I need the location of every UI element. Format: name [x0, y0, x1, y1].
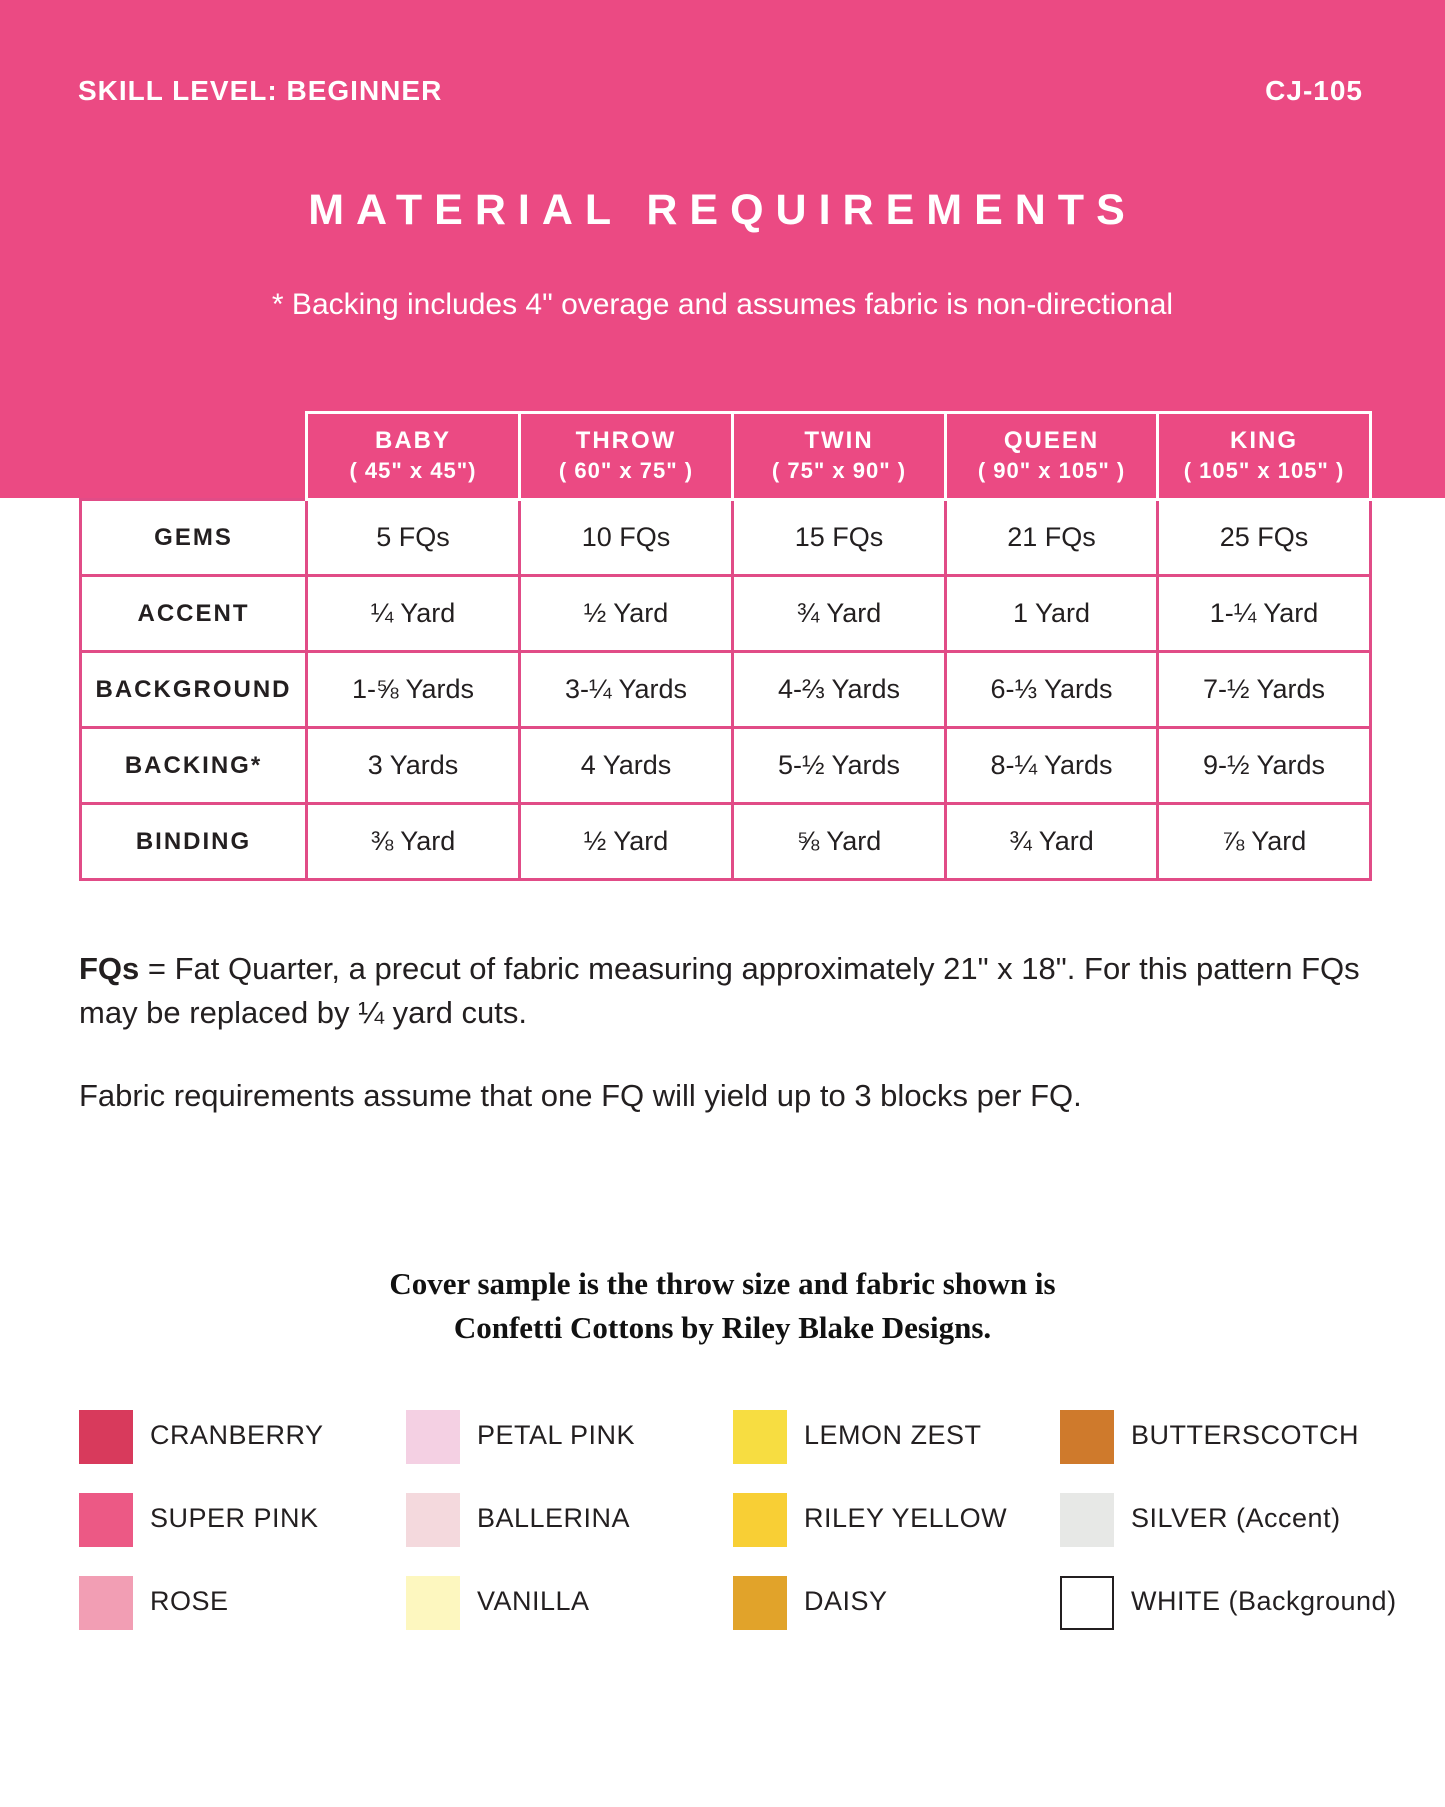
- color-swatch: [406, 1410, 460, 1464]
- table-cell: 3 Yards: [307, 728, 520, 804]
- table-cell: 4-⅔ Yards: [733, 652, 946, 728]
- table-cell: ½ Yard: [520, 804, 733, 880]
- table-cell: ½ Yard: [520, 576, 733, 652]
- color-swatch: [1060, 1410, 1114, 1464]
- table-cell: 15 FQs: [733, 500, 946, 576]
- size-column-header: TWIN ( 75" x 90" ): [733, 413, 946, 500]
- table-cell: 1-¼ Yard: [1158, 576, 1371, 652]
- color-name: LEMON ZEST: [804, 1420, 982, 1450]
- color-name: WHITE (Background): [1131, 1586, 1397, 1616]
- table-cell: ¾ Yard: [946, 804, 1158, 880]
- color-name: RILEY YELLOW: [804, 1503, 1008, 1533]
- table-cell: 1-⅝ Yards: [307, 652, 520, 728]
- table-row: [81, 576, 1371, 652]
- pattern-code: CJ-105: [1265, 75, 1363, 106]
- size-column-header: BABY ( 45" x 45"): [307, 413, 520, 500]
- table-cell: 6-⅓ Yards: [946, 652, 1158, 728]
- table-cell: ¼ Yard: [307, 576, 520, 652]
- color-swatch: [79, 1493, 133, 1547]
- table-row: [81, 500, 1371, 576]
- color-name: DAISY: [804, 1586, 888, 1616]
- color-swatch: [1060, 1576, 1114, 1630]
- color-name: BALLERINA: [477, 1503, 631, 1533]
- fq-definition: = Fat Quarter, a precut of fabric measuring approximately 21" x 18". For this pattern FQs may be replaced by ¼ yard cuts.: [79, 951, 1360, 1030]
- color-swatch: [1060, 1493, 1114, 1547]
- color-swatch: [406, 1493, 460, 1547]
- size-column-header: QUEEN ( 90" x 105" ): [946, 413, 1158, 500]
- color-name: SILVER (Accent): [1131, 1503, 1341, 1533]
- color-swatch: [733, 1576, 787, 1630]
- page-title: MATERIAL REQUIREMENTS: [308, 186, 1137, 234]
- row-label: BINDING: [81, 804, 307, 880]
- backing-note: * Backing includes 4" overage and assumes fabric is non-directional: [271, 288, 1174, 321]
- table-cell: 3-¼ Yards: [520, 652, 733, 728]
- color-name: ROSE: [150, 1586, 229, 1616]
- color-swatch: [79, 1576, 133, 1630]
- table-cell: ⅞ Yard: [1158, 804, 1371, 880]
- table-row: [81, 652, 1371, 728]
- table-cell: 21 FQs: [946, 500, 1158, 576]
- cover-line-1: Cover sample is the throw size and fabric shown is: [389, 1266, 1056, 1301]
- table-corner: [81, 413, 307, 500]
- table-cell: 4 Yards: [520, 728, 733, 804]
- size-column-header: THROW ( 60" x 75" ): [520, 413, 733, 500]
- table-cell: 5-½ Yards: [733, 728, 946, 804]
- table-cell: 7-½ Yards: [1158, 652, 1371, 728]
- requirements-table: [79, 411, 1372, 881]
- color-swatch: [79, 1410, 133, 1464]
- color-swatch: [733, 1410, 787, 1464]
- color-name: SUPER PINK: [150, 1503, 319, 1533]
- size-column-header: KING ( 105" x 105" ): [1158, 413, 1371, 500]
- fq-term: FQs: [79, 951, 140, 986]
- table-cell: ¾ Yard: [733, 576, 946, 652]
- row-label: GEMS: [81, 500, 307, 576]
- color-name: CRANBERRY: [150, 1420, 324, 1450]
- cover-sample-note: [0, 1262, 1445, 1350]
- row-label: BACKGROUND: [81, 652, 307, 728]
- size-header-row: [81, 413, 1371, 500]
- color-name: BUTTERSCOTCH: [1131, 1420, 1359, 1450]
- color-swatch: [406, 1576, 460, 1630]
- skill-level: SKILL LEVEL: BEGINNER: [78, 75, 443, 106]
- row-label: ACCENT: [81, 576, 307, 652]
- table-cell: 5 FQs: [307, 500, 520, 576]
- table-cell: ⅝ Yard: [733, 804, 946, 880]
- table-row: [81, 804, 1371, 880]
- color-swatch: [733, 1493, 787, 1547]
- yield-note: Fabric requirements assume that one FQ will yield up to 3 blocks per FQ.: [79, 1078, 1082, 1113]
- table-cell: 8-¼ Yards: [946, 728, 1158, 804]
- table-cell: 10 FQs: [520, 500, 733, 576]
- fq-definition-note: [79, 947, 1369, 1035]
- table-cell: 1 Yard: [946, 576, 1158, 652]
- color-name: PETAL PINK: [477, 1420, 636, 1450]
- table-cell: 25 FQs: [1158, 500, 1371, 576]
- table-cell: 9-½ Yards: [1158, 728, 1371, 804]
- cover-line-2: Confetti Cottons by Riley Blake Designs.: [453, 1310, 992, 1345]
- table-cell: ⅜ Yard: [307, 804, 520, 880]
- row-label: BACKING*: [81, 728, 307, 804]
- table-row: [81, 728, 1371, 804]
- color-name: VANILLA: [477, 1586, 590, 1616]
